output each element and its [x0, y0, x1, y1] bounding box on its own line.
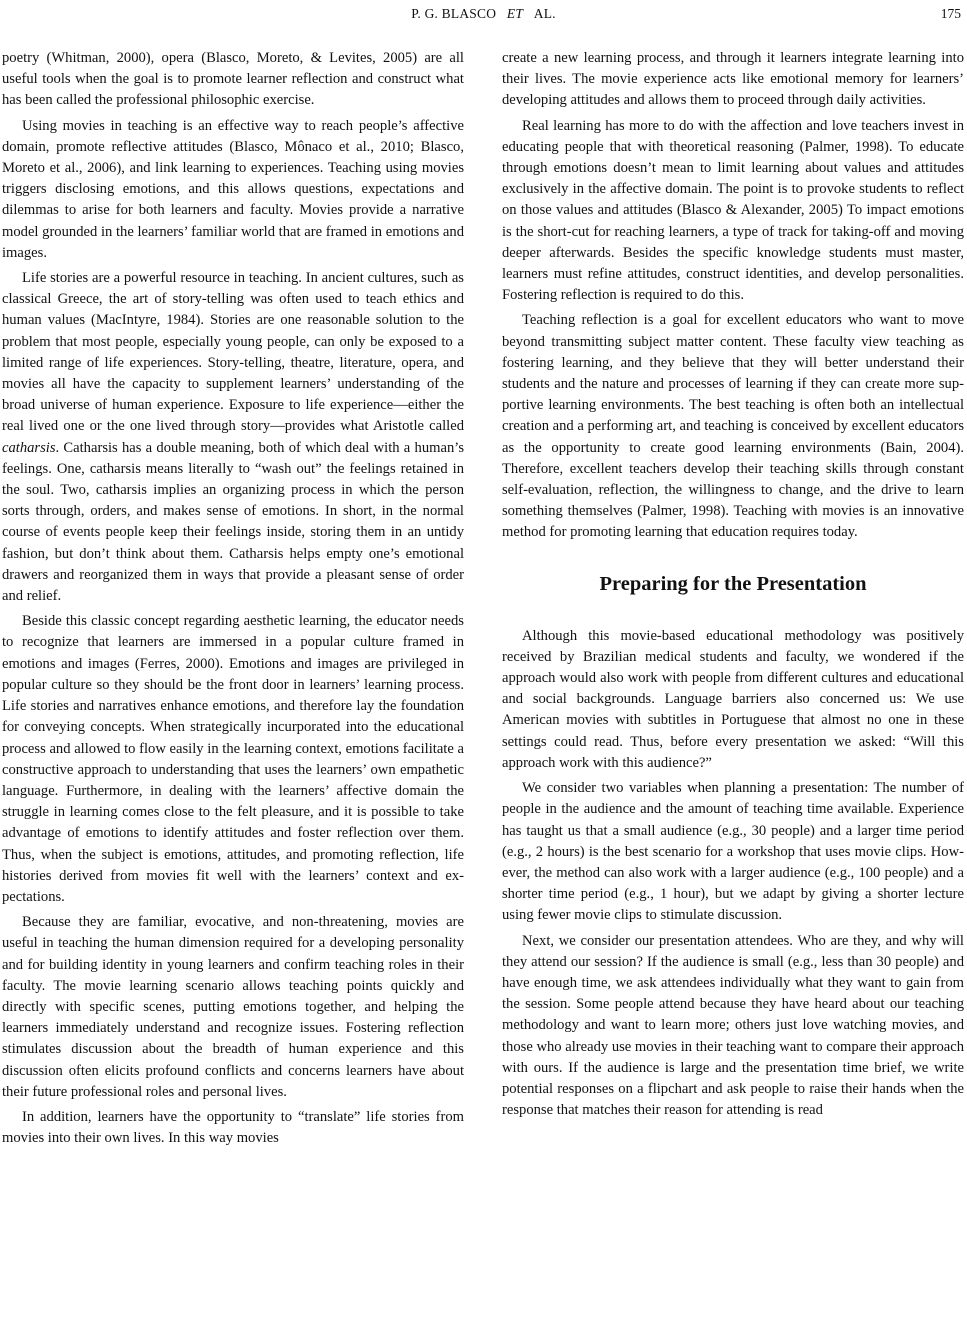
page-number: 175 — [940, 6, 961, 21]
paragraph: Real learning has more to do with the affection and love teachers invest in educating people that with theoretical reasoning (Palmer, 1998). To educate through emotions doesn’t mean to limit learning about values and attitudes exclusively in the affective domain. The point is to provoke students to reflect on those values and attitudes (Blasco & Alexander, 2005) To impact emotions is the short-cut for reaching learners, a type of track for taking-off and moving deeper afterwards. Besides the specific knowledge students must master, learners must refine attitudes, construct identities, and develop personalities. Fostering reflection is required to do this. — [502, 117, 964, 304]
left-column — [2, 48, 464, 1149]
right-column — [502, 48, 964, 1121]
running-header-authors — [0, 0, 967, 28]
paragraph: In addition, learners have the opportunity to “translate” life stories from movies into their own lives. In this way movies — [2, 1108, 464, 1147]
paragraph: We consider two variables when planning a presentation: The number of people in the audience and the amount of teaching time available. Experience has taught us that a small audience (e.g., 30 people) and a larger time period (e.g., 2 hours) is the best scenario for a workshop that uses movie clips. However, the method can also work with a larger audience (e.g., 100 people) and a shorter time period (e.g., 1 hour), but we adapt by giving a shorter lecture using fewer movie clips to stimulate discussion. — [502, 780, 964, 924]
paragraph-text: . Catharsis has a double meaning, both of which deal with a human’s feelings. One, catharsis means literally to “wash out” the feelings retained in the soul. Two, catharsis implies an organizing process in which the person sorts through, orders, and makes sense of emotions. In short, in the normal course of events people keep their feelings inside, storing them in an untidy fashion, but don’t think about them. Catharsis helps empty one’s emotional drawers and reorganized them in ways that provide a pleasant sense of order and relief. — [2, 439, 464, 605]
author-al: AL. — [533, 6, 556, 21]
running-header — [0, 0, 967, 28]
paragraph: Using movies in teaching is an effective way to reach people’s affective domain, promote reflective attitudes (Blasco, Mônaco et al., 2010; Blasco, Moreto et al., 2006), and link learning to experiences. Teaching using movies triggers disclosing emotions, and this allows questions, expectations and dilemmas to arise for both learners and faculty. Movies provide a narrative model grounded in the learners’ familiar world that are framed in emotions and images. — [2, 117, 464, 261]
paragraph: Teaching reflection is a goal for excellent educators who want to move beyond transmitting subject matter content. These faculty view teaching as fostering learning, and they believe that they will better understand their students and the nature and processes of learning if they can create more supportive learning environments. The best teaching is often both an intellectual creation and a performing art, and teaching is conceived by excellent educators as the opportunity to create good learning environments (Bain, 2004). Therefore, excellent teachers develop their teaching skills through constant self-evaluation, reflection, the willingness to change, and the drive to learn something themselves (Palmer, 1998). Teaching with movies is an innovative method for promoting learning that education requires today. — [502, 312, 964, 541]
paragraph: Beside this classic concept regarding aesthetic learning, the educator needs to recognize that learners are immersed in a popular culture framed in emotions and images (Ferres, 2000). Emotions and images are privileged in popular culture so they should be the front door in learners’ learning process. Life stories and narratives enhance emotions, and therefore lay the foundation for conveying concepts. When strategically incurporated into the educational process and allowed to flow easily in the learning context, emotions facilitate a constructive approach to understanding that uses the learners’ own empathetic language. Furthermore, in dealing with the learners’ affective domain the struggle in learning comes close to the felt pleasure, and it is possible to take advantage of emotions to identify attitudes and foster reflection over them. Thus, when the subject is emotions, attitudes, and promoting reflection, life histories derived from movies fit well with the learners’ context and expectations. — [2, 613, 464, 905]
paragraph: create a new learning process, and through it learners integrate learning into their lives. The movie experience acts like emotional memory for learners’ developing attitudes and allows them to proceed through daily activities. — [502, 50, 964, 109]
paragraph: Because they are familiar, evocative, and non-threatening, movies are useful in teaching the human dimension required for a developing personality and for building identity in young learners and confirm teaching roles in their faculty. The movie learning scenario allows teaching points quickly and directly with specific scenes, putting emotions together, and helping the learners immediately understand and recognize issues. Fostering reflection stimulates discussion about the breadth of human experience and this discussion often elicits profound conflicts and concerns learners have about their future professional roles and personal lives. — [2, 914, 464, 1100]
paragraph — [2, 268, 464, 607]
paragraph: Although this movie-based educational methodology was positively received by Brazilian medical students and faculty, we wondered if the approach would also work with people from different cultures and educational and social backgrounds. Language barriers also concerned us: We use American movies with subtitles in Portuguese that almost no one in these settings could read. Thus, before every presentation we asked: “Will this approach work with this audience?” — [502, 627, 964, 771]
section-heading: Preparing for the Presentation — [599, 572, 867, 595]
emphasis-term: catharsis — [2, 439, 56, 456]
paragraph: Next, we consider our presentation attendees. Who are they, and why will they attend our session? If the audience is small (e.g., less than 30 people) and have enough time, we ask attendees individually what they want to gain from the session. Some people attend because they have heard about our teaching methodology and want to learn more; others just love watching movies, and those who already use movies in their teaching want to compare their approach with ours. If the audience is large and the presentation time brief, we write potential responses on a flipchart and ask people to raise their hands when the response that matches their reason for attending is read — [502, 932, 964, 1119]
author-name: P. G. BLASCO — [411, 6, 497, 21]
paragraph: poetry (Whitman, 2000), opera (Blasco, Moreto, & Levites, 2005) are all useful tools when the goal is to promote learner reflection and construct what has been called the professional philosophic exercise. — [2, 50, 464, 109]
paragraph-text: Life stories are a powerful resource in teaching. In ancient cultures, such as classical Greece, the art of story-telling was often used to teach ethics and human values (MacIntyre, 1984). Stories are one reasonable solution to the problem that most people, especially young people, can only be exposed to a limited range of life experiences. Story-telling, theatre, literature, opera, and movies all have the capacity to supplement learners’ understanding of the broad universe of human experience. Exposure to life experience—either the real lived one or the one lived through story—provides what Aristotle called — [2, 270, 464, 435]
author-et: ET — [506, 6, 524, 21]
